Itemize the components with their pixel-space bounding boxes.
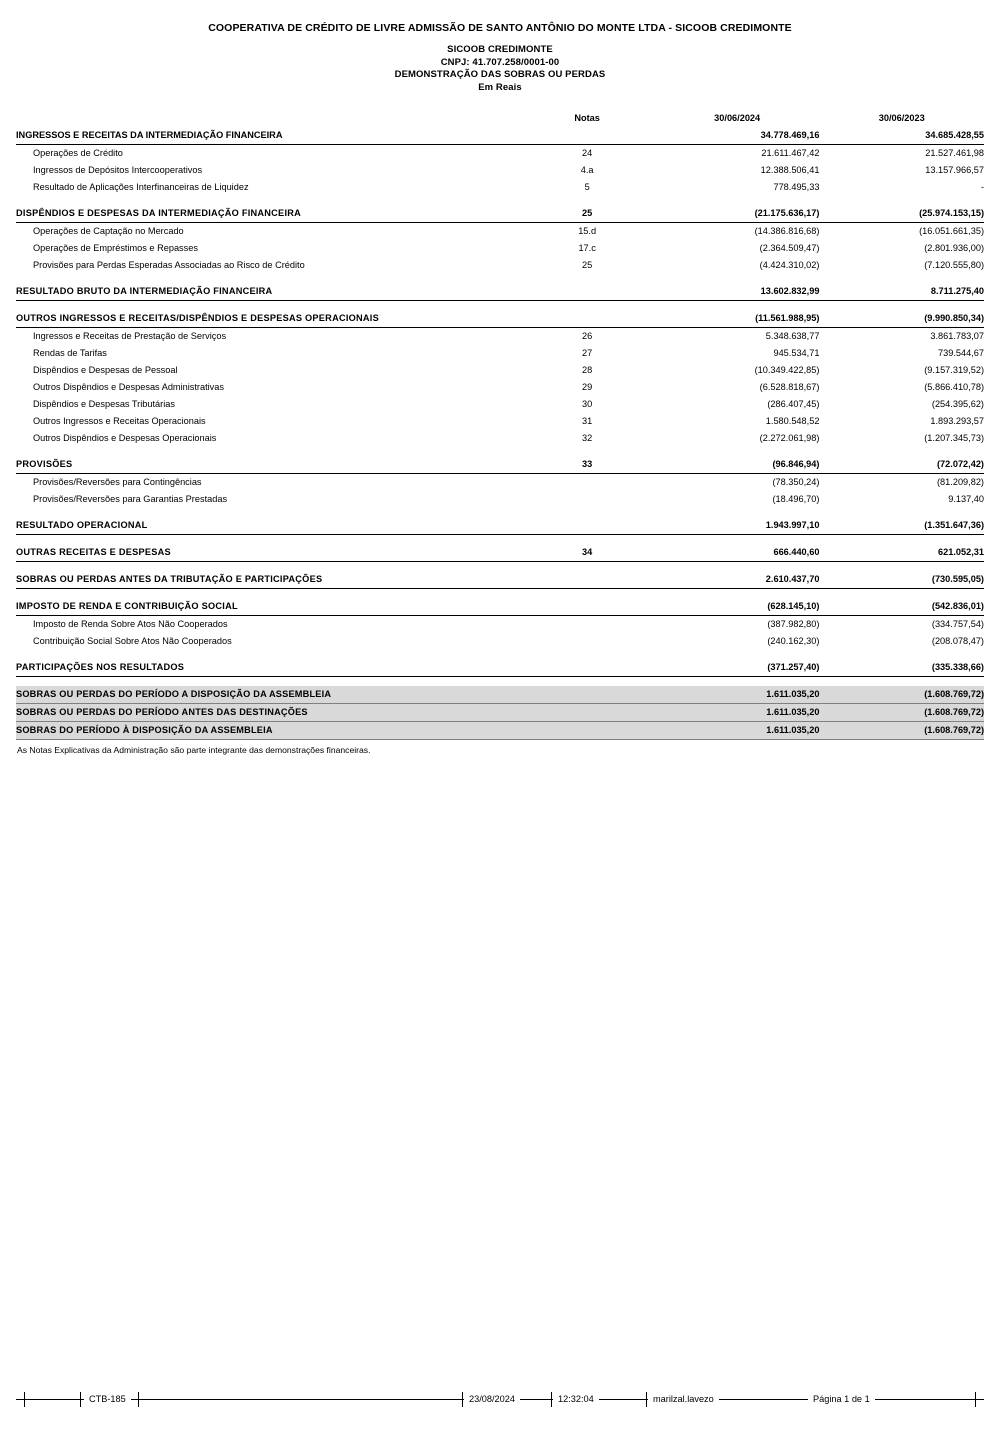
row-value-period2: (1.207.345,73) [924, 433, 984, 443]
row-description: RESULTADO OPERACIONAL [16, 517, 519, 535]
row-value-period2: 13.157.966,57 [925, 165, 984, 175]
row-value-period1: (240.162,30) [767, 636, 820, 646]
row-description: Outros Dispêndios e Despesas Operacionais [33, 433, 217, 443]
table-row [16, 328, 984, 346]
row-description: Rendas de Tarifas [33, 348, 107, 358]
row-value-period2: (1.351.647,36) [819, 517, 984, 535]
footer-time: 12:32:04 [553, 1392, 599, 1407]
footer-tick-user [646, 1392, 647, 1407]
row-description: Imposto de Renda Sobre Atos Não Cooperados [33, 619, 228, 629]
row-value-period1: 2.610.437,70 [655, 571, 820, 589]
row-value-period1: (11.561.988,95) [655, 310, 820, 328]
table-spacer-row [16, 196, 984, 205]
row-value-period1: (10.349.422,85) [754, 365, 820, 375]
row-value-period2: 21.527.461,98 [925, 148, 984, 158]
row-description: Outros Dispêndios e Despesas Administrativas [33, 382, 224, 392]
row-value-period1: 13.602.832,99 [655, 283, 820, 301]
statement-title: DEMONSTRAÇÃO DAS SOBRAS OU PERDAS [394, 69, 606, 80]
row-value-period2: (208.078,47) [931, 636, 984, 646]
footer-tick-left [24, 1392, 25, 1407]
row-value-period1: 1.611.035,20 [655, 722, 820, 740]
row-note-reference [519, 310, 655, 328]
row-description: INGRESSOS E RECEITAS DA INTERMEDIAÇÃO FINANCEIRA [16, 127, 519, 145]
row-note-reference [519, 686, 655, 704]
table-row [16, 571, 984, 589]
row-note-reference: 17.c [578, 243, 596, 253]
row-note-reference: 30 [582, 399, 593, 409]
row-value-period2: (254.395,62) [931, 399, 984, 409]
footer-tick-report-end [138, 1392, 139, 1407]
row-description: SOBRAS OU PERDAS DO PERÍODO ANTES DAS DESTINAÇÕES [16, 704, 519, 722]
row-note-reference [519, 127, 655, 145]
table-row [16, 598, 984, 616]
row-description: Ingressos de Depósitos Intercooperativos [33, 165, 203, 175]
row-note-reference [519, 598, 655, 616]
row-value-period2: (16.051.661,35) [919, 226, 984, 236]
row-note-reference [519, 616, 655, 634]
row-note-reference: 32 [582, 433, 593, 443]
row-note-reference: 34 [519, 544, 655, 562]
column-header-notes: Notas [574, 113, 600, 123]
row-value-period2: (542.836,01) [819, 598, 984, 616]
row-note-reference: 24 [582, 148, 593, 158]
row-value-period1: 666.440,60 [655, 544, 820, 562]
row-value-period1: 1.943.997,10 [655, 517, 820, 535]
row-value-period2: (81.209,82) [937, 477, 984, 487]
row-value-period2: (7.120.555,80) [924, 260, 984, 270]
footer-user: marilzal.lavezo [648, 1392, 719, 1407]
row-value-period1: 34.778.469,16 [655, 127, 820, 145]
row-value-period1: (2.364.509,47) [759, 243, 820, 253]
table-row [16, 633, 984, 650]
table-row [16, 310, 984, 328]
row-note-reference: 27 [582, 348, 593, 358]
row-value-period2: (1.608.769,72) [819, 704, 984, 722]
spacer-cell [16, 589, 984, 599]
table-spacer-row [16, 562, 984, 572]
row-note-reference: 15.d [578, 226, 597, 236]
table-row [16, 413, 984, 430]
table-spacer-row [16, 447, 984, 456]
spacer-cell [16, 447, 984, 456]
row-description: Provisões/Reversões para Garantias Prestadas [33, 494, 228, 504]
row-note-reference: 5 [584, 182, 590, 192]
row-description: SOBRAS OU PERDAS ANTES DA TRIBUTAÇÃO E PARTICIPAÇÕES [16, 571, 519, 589]
row-description: Contribuição Social Sobre Atos Não Cooperados [33, 636, 232, 646]
row-value-period2: (2.801.936,00) [924, 243, 984, 253]
table-row [16, 430, 984, 447]
table-header [16, 110, 984, 127]
row-note-reference [519, 659, 655, 677]
row-value-period1: (78.350,24) [772, 477, 820, 487]
brand-name: SICOOB CREDIMONTE [447, 44, 553, 55]
row-value-period2: 739.544,67 [938, 348, 984, 358]
table-row [16, 345, 984, 362]
table-row [16, 704, 984, 722]
row-description: Dispêndios e Despesas de Pessoal [33, 365, 178, 375]
row-value-period1: (14.386.816,68) [754, 226, 820, 236]
row-value-period2: 3.861.783,07 [930, 331, 984, 341]
row-description: OUTROS INGRESSOS E RECEITAS/DISPÊNDIOS E DESPESAS OPERACIONAIS [16, 310, 519, 328]
row-note-reference: 26 [582, 331, 593, 341]
footer-tick-time [551, 1392, 552, 1407]
footer-date: 23/08/2024 [464, 1392, 520, 1407]
table-row [16, 283, 984, 301]
row-description: DISPÊNDIOS E DESPESAS DA INTERMEDIAÇÃO FINANCEIRA [16, 205, 519, 223]
row-description: Operações de Captação no Mercado [33, 226, 184, 236]
spacer-cell [16, 562, 984, 572]
row-note-reference [519, 283, 655, 301]
table-row [16, 396, 984, 413]
row-value-period1: (387.982,80) [767, 619, 820, 629]
spacer-cell [16, 301, 984, 311]
company-name: COOPERATIVA DE CRÉDITO DE LIVRE ADMISSÃO DE SANTO ANTÔNIO DO MONTE LTDA - SICOOB CREDIMONTE [208, 22, 792, 34]
row-description: RESULTADO BRUTO DA INTERMEDIAÇÃO FINANCEIRA [16, 283, 519, 301]
row-value-period1: 1.611.035,20 [655, 704, 820, 722]
spacer-cell [16, 535, 984, 545]
row-value-period2: (9.990.850,34) [819, 310, 984, 328]
row-value-period1: (2.272.061,98) [759, 433, 820, 443]
table-row [16, 686, 984, 704]
row-description: PARTICIPAÇÕES NOS RESULTADOS [16, 659, 519, 677]
row-value-period1: (371.257,40) [655, 659, 820, 677]
row-note-reference: 25 [582, 260, 593, 270]
row-value-period1: (21.175.636,17) [655, 205, 820, 223]
spacer-cell [16, 650, 984, 659]
row-description: Operações de Empréstimos e Repasses [33, 243, 198, 253]
table-row [16, 127, 984, 145]
row-description: Provisões/Reversões para Contingências [33, 477, 202, 487]
table-row [16, 240, 984, 257]
row-note-reference: 33 [519, 456, 655, 474]
table-row [16, 517, 984, 535]
table-row [16, 379, 984, 396]
explanatory-notes-text: As Notas Explicativas da Administração são parte integrante das demonstrações financeiras. [17, 745, 371, 755]
row-value-period1: 21.611.467,42 [761, 148, 820, 158]
row-note-reference [519, 722, 655, 740]
row-note-reference [519, 474, 655, 492]
row-value-period2: (9.157.319,52) [924, 365, 984, 375]
row-note-reference [519, 517, 655, 535]
row-note-reference: 4.a [580, 165, 594, 175]
row-value-period2: 8.711.275,40 [819, 283, 984, 301]
table-row [16, 616, 984, 634]
table-row [16, 544, 984, 562]
currency-label: Em Reais [478, 81, 522, 93]
row-note-reference: 31 [582, 416, 593, 426]
row-value-period1: 1.611.035,20 [655, 686, 820, 704]
row-value-period2: - [980, 182, 984, 192]
row-description: OUTRAS RECEITAS E DESPESAS [16, 544, 519, 562]
table-row [16, 362, 984, 379]
row-description: Outros Ingressos e Receitas Operacionais [33, 416, 206, 426]
column-header-period2: 30/06/2023 [878, 113, 925, 123]
table-row [16, 491, 984, 508]
row-note-reference [519, 704, 655, 722]
row-description: SOBRAS DO PERÍODO À DISPOSIÇÃO DA ASSEMBLEIA [16, 722, 519, 740]
table-spacer-row [16, 677, 984, 687]
row-value-period2: 1.893.293,57 [930, 416, 984, 426]
table-row [16, 257, 984, 274]
spacer-cell [16, 508, 984, 517]
row-value-period1: 778.495,33 [773, 182, 820, 192]
table-row [16, 162, 984, 179]
row-note-reference [519, 633, 655, 650]
table-row [16, 722, 984, 740]
row-value-period1: (18.496,70) [772, 494, 820, 504]
table-spacer-row [16, 301, 984, 311]
row-value-period2: (25.974.153,15) [819, 205, 984, 223]
row-value-period1: 5.348.638,77 [765, 331, 820, 341]
table-row [16, 223, 984, 241]
table-spacer-row [16, 589, 984, 599]
row-description: IMPOSTO DE RENDA E CONTRIBUIÇÃO SOCIAL [16, 598, 519, 616]
income-statement-table [16, 110, 984, 740]
row-value-period2: (335.338,66) [819, 659, 984, 677]
table-spacer-row [16, 535, 984, 545]
spacer-cell [16, 196, 984, 205]
row-note-reference: 25 [519, 205, 655, 223]
column-header-description [16, 110, 519, 127]
table-spacer-row [16, 508, 984, 517]
table-header-row [16, 110, 984, 127]
row-value-period2: (1.608.769,72) [819, 686, 984, 704]
row-value-period2: (334.757,54) [931, 619, 984, 629]
row-value-period2: 34.685.428,55 [819, 127, 984, 145]
row-value-period2: 621.052,31 [819, 544, 984, 562]
row-description: Ingressos e Receitas de Prestação de Serviços [33, 331, 227, 341]
row-description: Resultado de Aplicações Interfinanceiras de Liquidez [33, 182, 249, 192]
footer-tick-date [462, 1392, 463, 1407]
row-value-period1: (286.407,45) [767, 399, 820, 409]
document-header [16, 22, 984, 94]
row-description: Dispêndios e Despesas Tributárias [33, 399, 175, 409]
table-row [16, 659, 984, 677]
footer-page-number: Página 1 de 1 [808, 1392, 875, 1407]
footer-tick-report [80, 1392, 81, 1407]
row-description: SOBRAS OU PERDAS DO PERÍODO A DISPOSIÇÃO DA ASSEMBLEIA [16, 686, 519, 704]
table-row [16, 474, 984, 492]
row-value-period2: (730.595,05) [819, 571, 984, 589]
table-row [16, 205, 984, 223]
row-value-period1: 945.534,71 [773, 348, 820, 358]
table-row [16, 179, 984, 196]
row-description: PROVISÕES [16, 456, 519, 474]
row-value-period1: 1.580.548,52 [765, 416, 820, 426]
row-note-reference [519, 491, 655, 508]
row-value-period1: (4.424.310,02) [759, 260, 820, 270]
row-value-period1: (628.145,10) [655, 598, 820, 616]
footer-report-id: CTB-185 [84, 1392, 131, 1407]
page-footer [0, 1390, 1000, 1416]
row-value-period2: (1.608.769,72) [819, 722, 984, 740]
table-spacer-row [16, 274, 984, 283]
row-value-period2: (5.866.410,78) [924, 382, 984, 392]
table-row [16, 456, 984, 474]
row-value-period1: (6.528.818,67) [759, 382, 820, 392]
row-note-reference: 28 [582, 365, 593, 375]
column-header-period1: 30/06/2024 [714, 113, 761, 123]
spacer-cell [16, 274, 984, 283]
table-spacer-row [16, 650, 984, 659]
row-description: Provisões para Perdas Esperadas Associadas ao Risco de Crédito [33, 260, 305, 270]
table-row [16, 145, 984, 163]
row-value-period2: (72.072,42) [819, 456, 984, 474]
table-body [16, 127, 984, 740]
row-value-period1: 12.388.506,41 [760, 165, 820, 175]
footer-tick-right [975, 1392, 976, 1407]
row-value-period2: 9.137,40 [948, 494, 984, 504]
spacer-cell [16, 677, 984, 687]
row-note-reference: 29 [582, 382, 593, 392]
row-description: Operações de Crédito [33, 148, 123, 158]
row-value-period1: (96.846,94) [655, 456, 820, 474]
row-note-reference [519, 571, 655, 589]
company-cnpj: CNPJ: 41.707.258/0001-00 [440, 56, 560, 68]
